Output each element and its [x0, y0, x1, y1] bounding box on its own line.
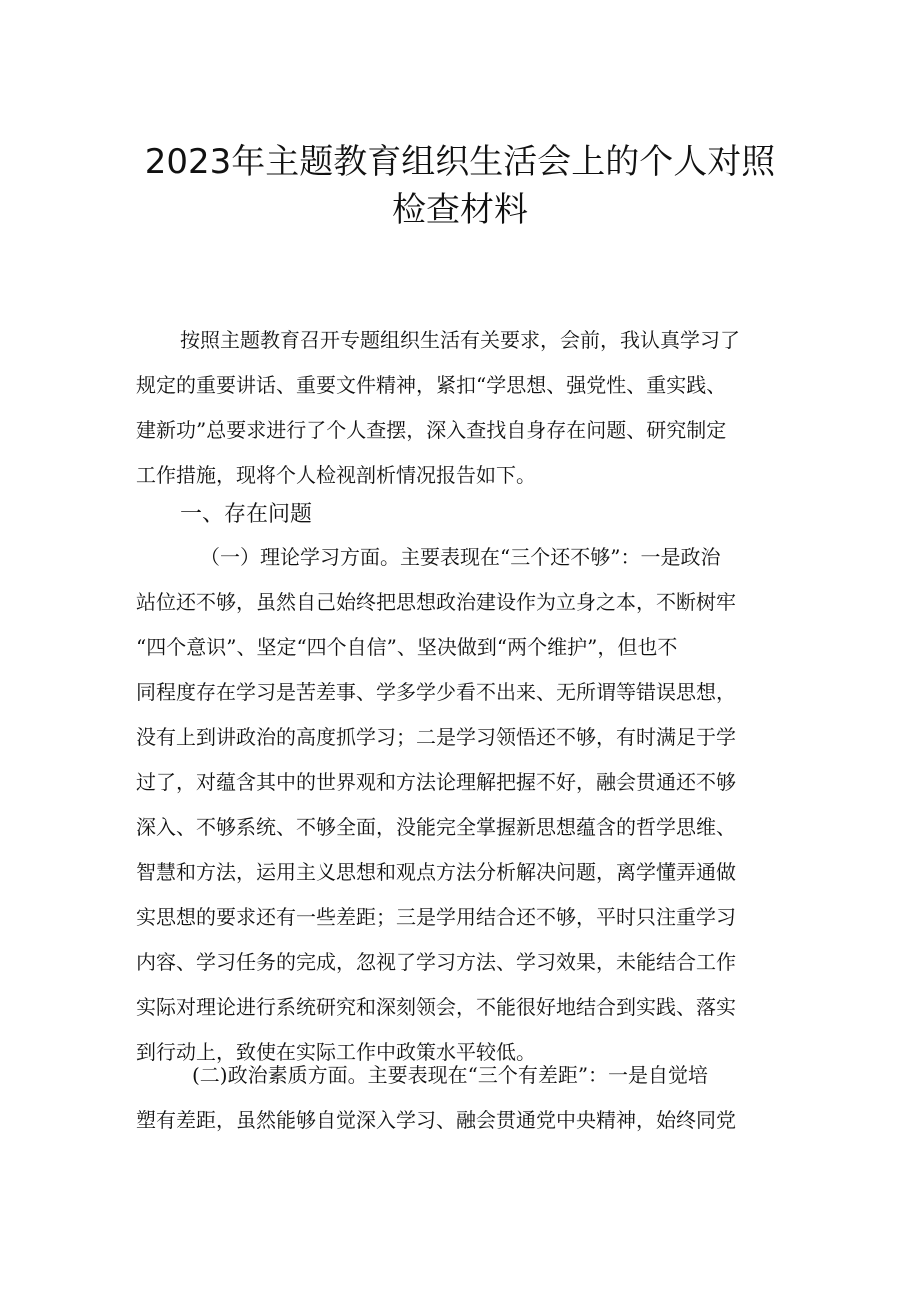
paragraph-line: 实思想的要求还有一些差距；三是学用结合还不够，平时只注重学习	[136, 905, 736, 929]
intro-line: 建新功”总要求进行了个人查摆，深入查找自身存在问题、研究制定	[136, 418, 727, 442]
paragraph-line: 深入、不够系统、不够全面，没能完全掌握新思想蕴含的哲学思维、	[136, 815, 736, 839]
paragraph-line: 站位还不够，虽然自己始终把思想政治建设作为立身之本，不断树牢	[136, 590, 736, 614]
paragraph-line: 同程度存在学习是苦差事、学多学少看不出来、无所谓等错误思想，	[136, 680, 736, 704]
intro-line: 规定的重要讲话、重要文件精神，紧扣“学思想、强党性、重实践、	[136, 373, 727, 397]
paragraph-line: （一）理论学习方面。主要表现在“三个还不够”：一是政治	[200, 545, 721, 569]
paragraph-line: 塑有差距，虽然能够自觉深入学习、融会贯通党中央精神，始终同党	[136, 1108, 736, 1132]
paragraph-line: 内容、学习任务的完成，忽视了学习方法、学习效果，未能结合工作	[136, 950, 736, 974]
paragraph-line: 智慧和方法，运用主义思想和观点方法分析解决问题，离学懂弄通做	[136, 860, 736, 884]
paragraph-line: 到行动上，致使在实际工作中政策水平较低。	[136, 1040, 536, 1064]
paragraph-line: “四个意识”、坚定“四个自信”、坚决做到“两个维护”，但也不	[136, 635, 678, 659]
paragraph-line: 实际对理论进行系统研究和深刻领会，不能很好地结合到实践、落实	[136, 995, 736, 1019]
document-title-line-2: 检查材料	[392, 190, 528, 230]
paragraph-line: 过了，对蕴含其中的世界观和方法论理解把握不好，融会贯通还不够	[136, 770, 736, 794]
paragraph-line: (二)政治素质方面。主要表现在“三个有差距”：一是自觉培	[192, 1063, 709, 1087]
section-heading-problems: 一、存在问题	[180, 502, 313, 527]
document-title-line-1: 2023年主题教育组织生活会上的个人对照	[144, 142, 776, 182]
paragraph-line: 没有上到讲政治的高度抓学习；二是学习领悟还不够，有时满足于学	[136, 725, 736, 749]
intro-line: 按照主题教育召开专题组织生活有关要求，会前，我认真学习了	[180, 328, 740, 352]
intro-line: 工作措施，现将个人检视剖析情况报告如下。	[136, 463, 536, 487]
